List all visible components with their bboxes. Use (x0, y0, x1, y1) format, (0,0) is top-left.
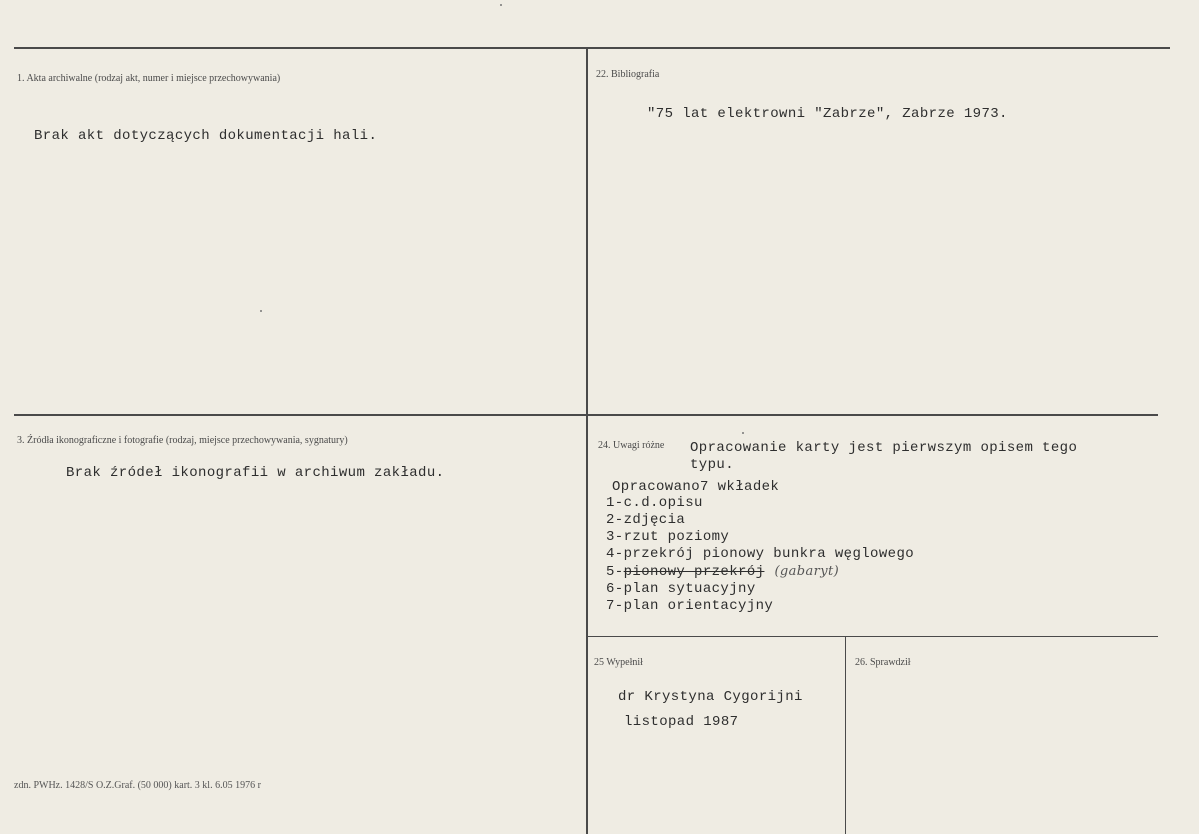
middle-rule (14, 414, 1158, 416)
remarks-label: 24. Uwagi różne (598, 440, 665, 451)
paper-speck (500, 4, 502, 6)
list-item-5-number: 5- (606, 564, 624, 580)
top-rule (14, 47, 1170, 49)
checked-by-label: 26. Sprawdził (855, 657, 911, 668)
center-vertical-rule (586, 49, 588, 834)
remarks-line-3: Opracowano7 wkładek (612, 479, 780, 495)
paper-speck (742, 432, 744, 434)
signature-divider-rule (845, 637, 846, 834)
list-item: 3-rzut poziomy (606, 529, 730, 545)
list-item-5 (606, 563, 914, 581)
iconographic-sources-label: 3. Źródła ikonograficzne i fotografie (rodzaj, miejsce przechowywania, sygnatury) (17, 435, 348, 446)
list-item: 7-plan orientacyjny (606, 598, 774, 614)
filled-by-date: listopad 1987 (624, 714, 739, 730)
handwritten-note: (gabaryt) (774, 564, 840, 579)
paper-speck (260, 310, 262, 312)
filled-by-label: 25 Wypełnił (594, 657, 643, 668)
print-footer: zdn. PWHz. 1428/S O.Z.Graf. (50 000) kart. 3 kl. 6.05 1976 r (14, 780, 261, 791)
list-item: 6-plan sytuacyjny (606, 581, 756, 597)
bibliography-text: "75 lat elektrowni "Zabrze", Zabrze 1973. (647, 106, 1008, 122)
remarks-line-1: Opracowanie karty jest pierwszym opisem tego (690, 440, 1078, 456)
archives-label: 1. Akta archiwalne (rodzaj akt, numer i miejsce przechowywania) (17, 73, 281, 84)
struck-text: pionowy przekrój (623, 564, 765, 580)
filled-by-name: dr Krystyna Cygorijni (618, 689, 803, 705)
archives-text: Brak akt dotyczących dokumentacji hali. (34, 128, 378, 144)
bibliography-label: 22. Bibliografia (596, 69, 660, 80)
list-item: 4-przekrój pionowy bunkra węglowego (606, 546, 915, 562)
list-item: 1-c.d.opisu (606, 495, 703, 511)
inserts-list (606, 495, 914, 615)
list-item: 2-zdjęcia (606, 512, 686, 528)
iconographic-sources-text: Brak źródeł ikonografii w archiwum zakładu. (66, 465, 445, 481)
remarks-line-2: typu. (690, 457, 735, 473)
remarks-bottom-rule (588, 636, 1158, 637)
